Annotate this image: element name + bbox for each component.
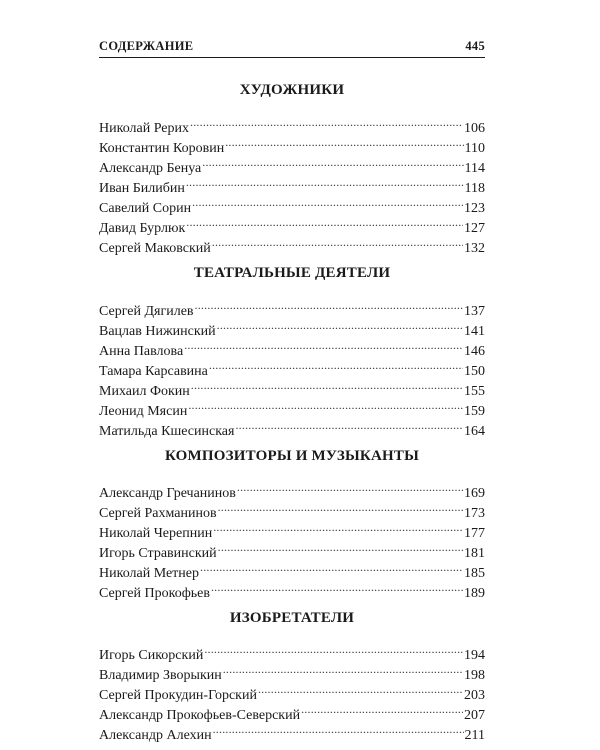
entry-page: 137 <box>464 304 485 319</box>
dot-leader <box>191 375 463 395</box>
toc-entry[interactable] <box>99 112 485 136</box>
entry-name: Сергей Прокофьев <box>99 586 210 601</box>
toc-list <box>99 295 485 439</box>
section-theatre <box>99 265 485 439</box>
running-head-page-number: 445 <box>465 39 485 53</box>
toc-entry[interactable] <box>99 639 485 663</box>
toc-entry[interactable] <box>99 477 485 501</box>
section-title: ХУДОЖНИКИ <box>239 82 345 98</box>
entry-name: Александр Гречанинов <box>99 486 236 501</box>
dot-leader <box>213 517 463 537</box>
dot-leader <box>301 699 463 719</box>
section-inventors <box>99 610 485 743</box>
entry-name: Сергей Дягилев <box>99 304 194 319</box>
entry-name: Александр Алехин <box>99 728 212 743</box>
entry-name: Матильда Кшесинская <box>99 424 235 439</box>
entry-page: 146 <box>464 344 485 359</box>
dot-leader <box>200 557 463 577</box>
entry-page: 114 <box>464 161 485 176</box>
section-title: КОМПОЗИТОРЫ И МУЗЫКАНТЫ <box>164 448 420 464</box>
entry-page: 132 <box>464 241 485 256</box>
entry-page: 159 <box>464 404 485 419</box>
running-head <box>99 38 485 58</box>
entry-name: Константин Коровин <box>99 141 225 156</box>
entry-page: 211 <box>464 728 485 743</box>
entry-name: Николай Рерих <box>99 121 190 136</box>
entry-page: 118 <box>464 181 485 196</box>
dot-leader <box>217 315 463 335</box>
dot-leader <box>213 719 464 739</box>
dot-leader <box>218 537 463 557</box>
entry-page: 177 <box>464 526 485 541</box>
entry-name: Анна Павлова <box>99 344 184 359</box>
entry-name: Александр Прокофьев-Северский <box>99 708 301 723</box>
dot-leader <box>188 395 463 415</box>
entry-name: Александр Бенуа <box>99 161 202 176</box>
entry-page: 106 <box>464 121 485 136</box>
entry-name: Игорь Сикорский <box>99 648 204 663</box>
entry-page: 189 <box>464 586 485 601</box>
section-title: ТЕАТРАЛЬНЫЕ ДЕЯТЕЛИ <box>193 265 391 281</box>
dot-leader <box>211 577 463 597</box>
entry-name: Иван Билибин <box>99 181 185 196</box>
entry-page: 203 <box>464 688 485 703</box>
entry-name: Тамара Карсавина <box>99 364 208 379</box>
entry-page: 110 <box>464 141 485 156</box>
dot-leader <box>218 497 463 517</box>
entry-page: 198 <box>464 668 485 683</box>
dot-leader <box>195 295 463 315</box>
dot-leader <box>258 679 463 699</box>
entry-page: 150 <box>464 364 485 379</box>
dot-leader <box>225 132 463 152</box>
dot-leader <box>204 639 463 659</box>
entry-name: Леонид Мясин <box>99 404 188 419</box>
section-composers <box>99 448 485 601</box>
dot-leader <box>202 152 463 172</box>
entry-page: 173 <box>464 506 485 521</box>
dot-leader <box>192 192 463 212</box>
dot-leader <box>237 477 463 497</box>
entry-name: Давид Бурлюк <box>99 221 186 236</box>
toc-list <box>99 112 485 256</box>
entry-page: 127 <box>464 221 485 236</box>
entry-name: Михаил Фокин <box>99 384 190 399</box>
dot-leader <box>190 112 463 132</box>
running-head-title: СОДЕРЖАНИЕ <box>99 39 194 53</box>
entry-page: 185 <box>464 566 485 581</box>
entry-page: 207 <box>464 708 485 723</box>
entry-page: 141 <box>464 324 485 339</box>
entry-name: Владимир Зворыкин <box>99 668 222 683</box>
toc-list <box>99 477 485 601</box>
dot-leader <box>184 335 463 355</box>
dot-leader <box>235 415 463 435</box>
entry-name: Сергей Маковский <box>99 241 211 256</box>
dot-leader <box>212 232 463 252</box>
dot-leader <box>186 172 464 192</box>
entry-name: Вацлав Нижинский <box>99 324 216 339</box>
dot-leader <box>209 355 463 375</box>
entry-page: 155 <box>464 384 485 399</box>
entry-page: 181 <box>464 546 485 561</box>
entry-name: Савелий Сорин <box>99 201 192 216</box>
book-page <box>99 38 485 743</box>
section-artists <box>99 82 485 256</box>
toc-entry[interactable] <box>99 295 485 319</box>
dot-leader <box>186 212 463 232</box>
entry-page: 194 <box>464 648 485 663</box>
entry-page: 123 <box>464 201 485 216</box>
entry-name: Николай Черепнин <box>99 526 213 541</box>
entry-page: 169 <box>464 486 485 501</box>
entry-name: Николай Метнер <box>99 566 200 581</box>
entry-name: Игорь Стравинский <box>99 546 217 561</box>
entry-name: Сергей Рахманинов <box>99 506 217 521</box>
section-title: ИЗОБРЕТАТЕЛИ <box>229 610 355 626</box>
toc-list <box>99 639 485 743</box>
entry-name: Сергей Прокудин-Горский <box>99 688 257 703</box>
entry-page: 164 <box>464 424 485 439</box>
dot-leader <box>223 659 463 679</box>
